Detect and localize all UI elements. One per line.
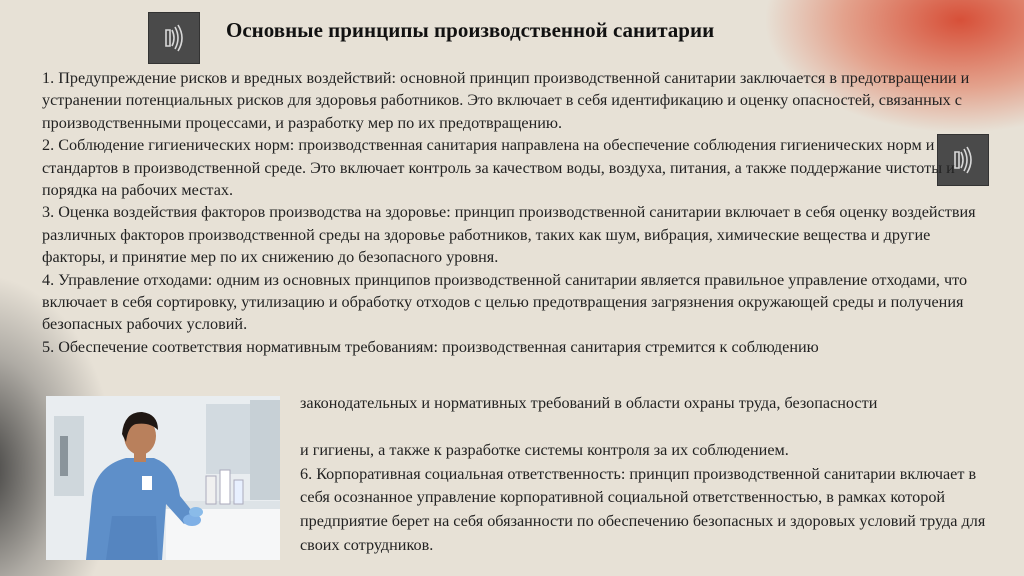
paragraph-4: 4. Управление отходами: одним из основных принципов производственной санитарии является правильное управление отходами, что включает в себя сортировку, утилизацию и обработку отходов с целью предотвращения загрязнения окружающей среды и получения безопасных рабочих условий.: [42, 270, 968, 334]
speaker-icon: [157, 21, 191, 55]
paragraph-5-end: и гигиены, а также к разработке системы контроля за их соблюдением.: [300, 441, 789, 460]
continuation-text: [300, 392, 1000, 557]
paragraph-2: 2. Соблюдение гигиенических норм: производственная санитария направлена на обеспечение соблюдения гигиенических норм и стандартов в производственной среде. Это включает контроль за качеством воды, воздуха, питания, а также поддержание чистоты и порядка на рабочих местах.: [42, 136, 955, 200]
slide-title: Основные принципы производственной санитарии: [226, 18, 715, 42]
paragraph-5-continued: законодательных и нормативных требований в области охраны труда, безопасности: [300, 394, 878, 412]
audio-button-top[interactable]: [148, 12, 200, 64]
paragraph-1: 1. Предупреждение рисков и вредных воздействий: основной принцип производственной санитарии заключается в предотвращении и устранении потенциальных рисков для здоровья работников. Это включает в себя идентификацию и оценку опасностей, связанных с производственными процессами, и разработку мер по их предотвращению.: [42, 69, 970, 132]
paragraph-3: 3. Оценка воздействия факторов производства на здоровье: принцип производственной санитарии включает в себя оценку воздействия различных факторов производственной среды на здоровье работников, таких как шум, вибрация, химические вещества и другие факторы, и принятие мер по их снижению до безопасного уровня.: [42, 203, 976, 267]
worker-photo: [46, 396, 280, 560]
principles-text: [42, 67, 992, 358]
paragraph-5: 5. Обеспечение соответствия нормативным требованиям: производственная санитария стремится к соблюдению: [42, 337, 819, 356]
paragraph-6: 6. Корпоративная социальная ответственность: принцип производственной санитарии включает в себя осознанное управление корпоративной социальной ответственностью, в рамках которой предприятие берет на себя обязанности по обеспечению безопасных и здоровых условий труда для своих сотрудников.: [300, 464, 986, 554]
